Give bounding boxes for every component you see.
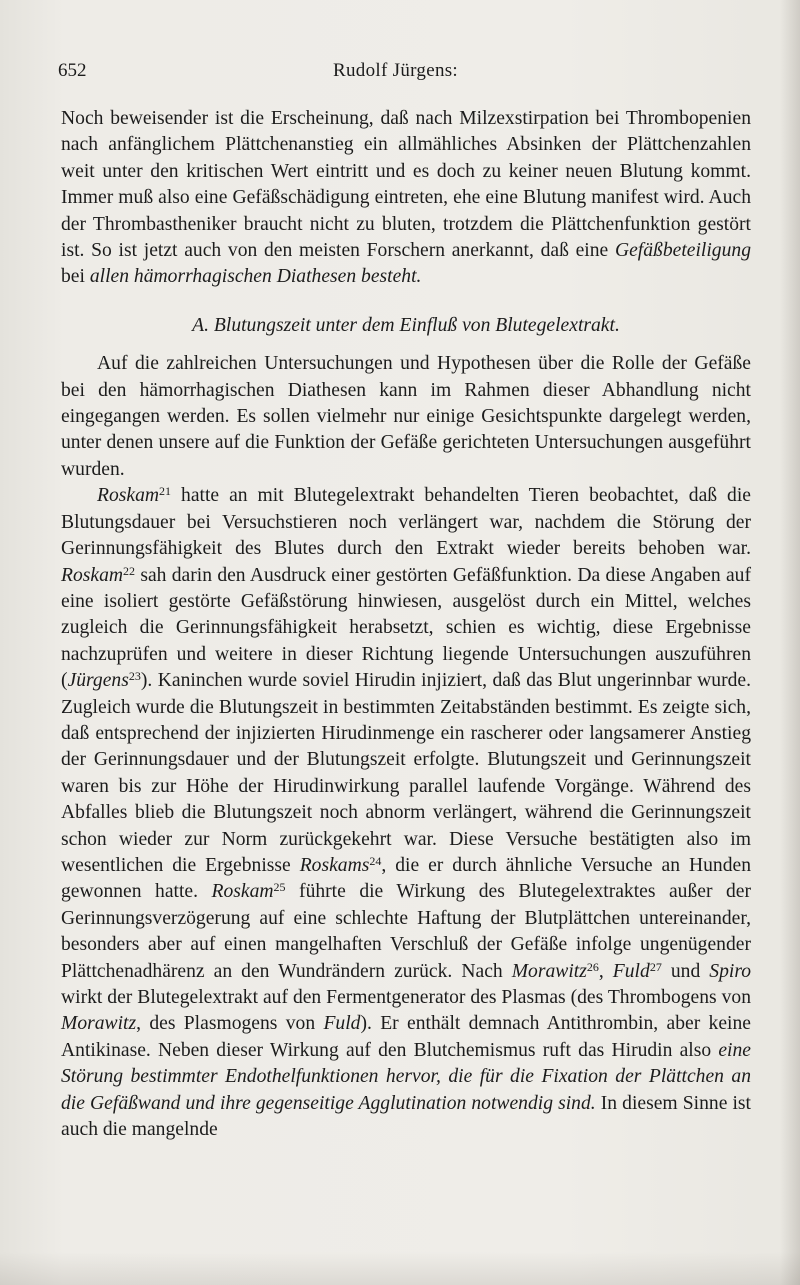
author-roskam: Roskam [97,485,160,507]
text-segment: führte die Wirkung des Blutegelextraktes außer der Gerinnungsverzögerung auf eine schlechte Haftung der Blutplättchen untereinander, besonders aber auf einen mangelhaften Verschluß der Gefäße infolge ungenügender Plättchenadhärenz an den Wundrändern zurück. Nach [61,881,751,982]
italic-gefaessbeteiligung: Gefäßbeteiligung [614,240,751,262]
running-head: Rudolf Jürgens: [333,60,459,81]
page-edge-shadow [780,0,800,1285]
paragraph-2: Auf die zahlreichen Untersuchungen und Hypothesen über die Rolle der Gefäße bei den hämorrhagischen Diathesen kann im Rahmen dieser Abhandlung nicht eingegangen werden. Es sollen vielmehr nur einige Gesichtspunkte dargelegt werden, unter denen unsere auf die Funktion der Gefäße gerichteten Untersuchungen ausgeführt wurden. [61,353,751,480]
author-fuld: Fuld [612,960,650,982]
text-segment: hatte an mit Blutegelextrakt behandelten Tieren beobachtet, daß die Blutungsdauer bei Versuchstieren noch verlängert war, nachdem die Störung der Gerinnungsfähigkeit des Blutes durch den Extrakt wieder bereits behoben war. [61,485,751,560]
text-segment: , des Plasmogens von [136,1013,324,1035]
paragraph-1-text-2: bei [61,266,90,288]
author-roskam: Roskam [211,881,274,903]
paragraph-1-text: Noch beweisender ist die Erscheinung, daß nach Milzexstirpation bei Thrombopenien nach anfänglichem Plättchenanstieg ein allmähliches Absinken der Plättchenzahlen weit unter den kritischen Wert eintritt und es doch zu keiner neuen Blutung kommt. Immer muß also eine Gefäßschädigung eintreten, ehe eine Blutung manifest wird. Auch der Thrombastheniker braucht nicht zu bluten, trotzdem die Plättchenfunktion gestört ist. So ist jetzt auch von den meisten Forschern anerkannt, daß eine [61,108,751,262]
author-roskams: Roskams [299,854,370,876]
italic-diathesen: allen hämorrhagischen Diathesen besteht. [89,266,422,288]
paragraph-1 [61,106,751,291]
text-segment: sah darin den Ausdruck einer gestörten Gefäßfunktion. Da diese Angaben auf eine isoliert gestörte Gefäßstörung hinwiesen, ausgelöst durch ein Mittel, welches zugleich die Gerinnungsfähigkeit herabsetzt, schien es wichtig, diese Ergebnisse nachzuprüfen und weitere in dieser Richtung liegende Untersuchungen auszuführen ( [61,564,751,692]
page-header [58,60,758,90]
text-segment: und [661,960,710,982]
paragraph-3 [61,483,751,1143]
reference-21: 21 [159,484,172,499]
author-juergens: Jürgens [67,670,129,692]
section-heading: A. Blutungszeit unter dem Einfluß von Blutegelextrakt. [192,314,620,336]
reference-22: 22 [123,563,136,578]
text-segment: , [598,960,613,982]
page-bottom-shadow [0,1252,800,1285]
text-segment: In diesem Sinne ist auch die mangelnde [61,1092,751,1141]
text-segment: ). Kaninchen wurde soviel Hirudin injiziert, daß das Blut ungerinnbar wurde. Zugleich wurde die Blutungszeit in bestimmten Zeitabständen bestimmt. Es zeigte sich, daß entsprechend der injizierten Hirudinmenge ein rascherer oder langsamerer Anstieg der Gerinnungsdauer und der Blutungszeit erfolgte. Blutungszeit und Gerinnungszeit waren bis zur Höhe der Hirudinwirkung parallel laufende Vorgänge. Während des Abfalles blieb die Blutungszeit noch abnorm verlängert, während die Gerinnungszeit schon wieder zur Norm zurückgekehrt war. Diese Versuche bestätigten also im wesentlichen die Ergebnisse [61,670,751,876]
text-segment: ). Er enthält demnach Antithrombin, aber keine Antikinase. Neben dieser Wirkung auf den Blutchemismus ruft das Hirudin also [61,1013,751,1061]
author-roskam: Roskam [61,564,124,586]
text-segment: wirkt der Blutegelextrakt auf den Fermentgenerator des Plasmas (des Thrombogens von [61,987,751,1008]
reference-27: 27 [649,959,662,974]
reference-25: 25 [273,880,286,895]
page-number: 652 [58,60,87,81]
author-morawitz: Morawitz [61,1013,137,1035]
body-text [61,106,751,1143]
text-segment: , die er durch ähnliche Versuche an Hunden gewonnen hatte. [61,854,751,903]
reference-24: 24 [369,853,382,868]
author-morawitz: Morawitz [511,960,587,982]
reference-26: 26 [586,959,599,974]
italic-endothelfunktionen: eine Störung bestimmter Endothelfunktionen hervor, die für die Fixation der Plättchen an die Gefäßwand und ihre gegenseitige Agglutination notwendig sind. [61,1039,751,1114]
reference-23: 23 [128,669,141,684]
author-spiro: Spiro [709,960,752,982]
author-fuld: Fuld [323,1013,361,1035]
